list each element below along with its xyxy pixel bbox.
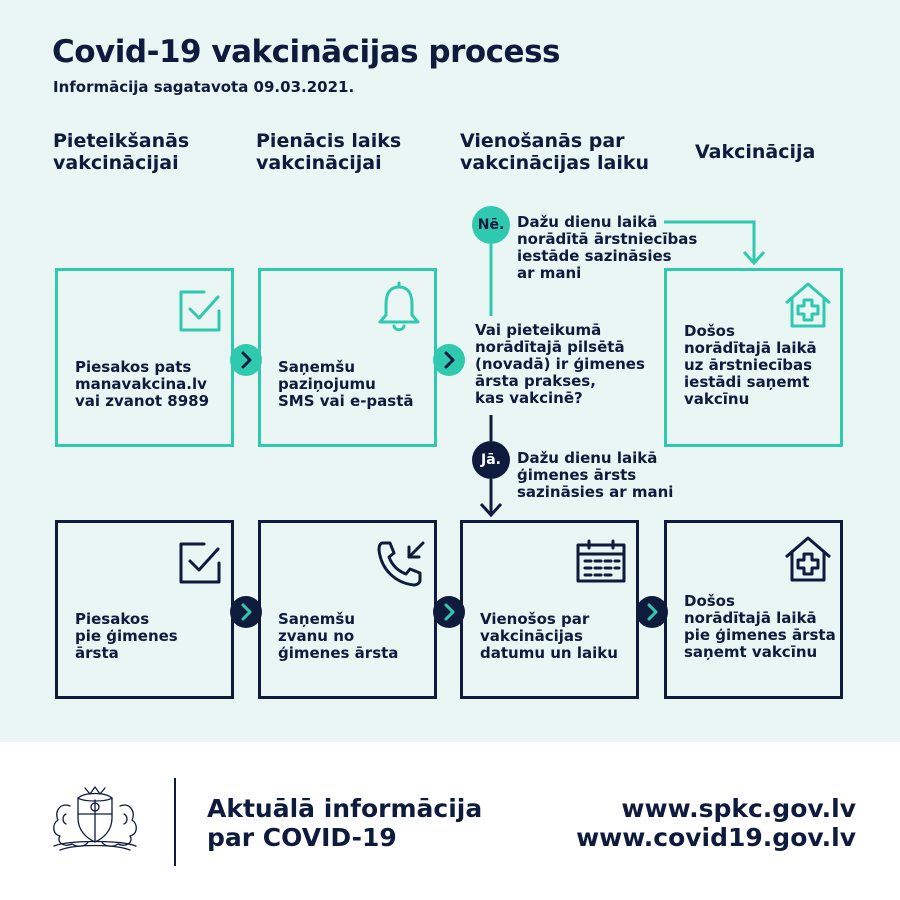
no-badge: Nē. [472, 206, 510, 244]
step-box-text: Došos norādītajā laikā uz ārstniecības iestādi saņemt vakcīnu [684, 322, 817, 408]
step-box-gp-register [55, 520, 234, 699]
yes-badge: Jā. [472, 441, 510, 479]
next-arrow-icon [230, 344, 262, 376]
calendar-icon [575, 539, 627, 587]
coat-of-arms-icon [40, 784, 150, 856]
step-box-clinic-vaccination [664, 268, 843, 447]
column-heading-registration: Pieteikšanās vakcinācijai [53, 130, 190, 174]
next-arrow-icon [230, 596, 262, 628]
yes-outcome-text: Dažu dienu laikā ģimenes ārsts sazināsies ar mani [517, 449, 674, 501]
step-box-gp-vaccination [664, 520, 843, 699]
checkbox-icon [178, 541, 222, 589]
next-arrow-icon [636, 596, 668, 628]
link-covid19[interactable]: www.covid19.gov.lv [576, 823, 856, 852]
page-subtitle: Informācija sagatavota 09.03.2021. [53, 78, 355, 96]
column-heading-time-arrived: Pienācis laiks vakcinācijai [256, 130, 402, 174]
link-spkc[interactable]: www.spkc.gov.lv [621, 794, 856, 823]
phone-icon [375, 539, 427, 593]
step-box-text: Saņemšu paziņojumu SMS vai e-pastā [278, 358, 414, 410]
decision-question: Vai pieteikumā norādītajā pilsētā (novadā) ir ģimenes ārsta prakses, kas vakcinē? [475, 321, 645, 407]
step-box-agree-date [460, 520, 639, 699]
next-arrow-icon [433, 344, 465, 376]
footer-title: Aktuālā informācija par COVID-19 [207, 794, 483, 852]
next-arrow-icon [433, 596, 465, 628]
step-box-text: Došos norādītajā laikā pie ģimenes ārsta saņemt vakcīnu [684, 592, 836, 661]
no-outcome-text: Dažu dienu laikā norādītā ārstniecības iestāde sazināsies ar mani [517, 213, 698, 282]
step-box-text: Piesakos pats manavakcina.lv vai zvanot 8989 [75, 358, 210, 410]
clinic-icon [783, 535, 833, 587]
bell-icon [375, 281, 423, 337]
checkbox-icon [178, 289, 222, 337]
step-box-notification [258, 268, 437, 447]
step-box-gp-call [258, 520, 437, 699]
column-heading-agreement: Vienošanās par vakcinācijas laiku [460, 130, 650, 174]
page-title: Covid-19 vakcinācijas process [52, 34, 560, 70]
step-box-text: Piesakos pie ģimenes ārsta [75, 610, 178, 662]
column-heading-vaccination: Vakcinācija [695, 141, 816, 163]
step-box-text: Saņemšu zvanu no ģimenes ārsta [278, 610, 399, 662]
step-box-text: Vienošos par vakcinācijas datumu un laiku [480, 610, 618, 662]
footer-divider [174, 778, 176, 866]
step-box-self-register [55, 268, 234, 447]
